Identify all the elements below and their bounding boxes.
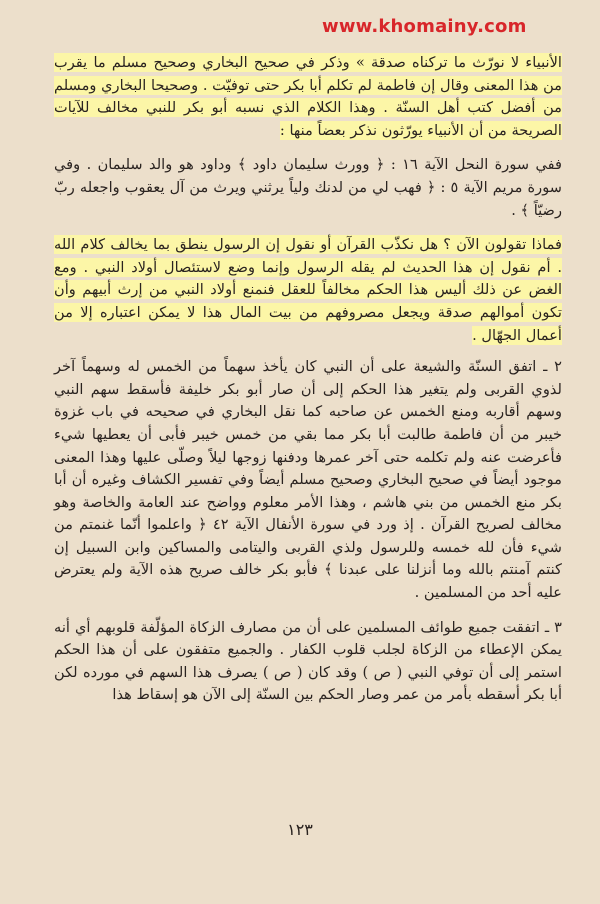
page-body [54,52,562,864]
paragraph-4-text: ٢ ـ اتفق السنّة والشيعة على أن النبي كان يأخذ سهماً من الخمس له وسهماً آخر لذوي القربى ولم يتغير هذا الحكم إلى أن صار أبو بكر خليفة فأسقط سهم النبي وسهم أقاربه ومنع الخمس عن صاحبه كما نقل البخاري في صحيحه في باب غزوة خيبر من أن فاطمة طالبت أبا بكر مما بقي من خمس خيبر فأبى أن يعطيها شيء فأعرضت عنه ولم تكلمه حتى آخر عمرها ودفنها زوجها ليلاً وصلّى عليها وهذا المعنى موجود أيضاً في صحيح البخاري وصحيح مسلم أيضاً وفي تفسير الكشاف وغيره أن أبا بكر منع الخمس من بني هاشم ، وهذا الأمر معلوم وواضح عند العامة والخاصة وهو مخالف لصريح القرآن . إذ ورد في سورة الأنفال الآية ٤٢ ﴿ واعلموا أنّما غنمتم من شيء فأن لله خمسه وللرسول ولذي القربى واليتامى والمساكين وابن السبيل إن كنتم آمنتم بالله وما أنزلنا على عبدنا ﴾ فأبو بكر خالف صريح هذه الآية ولم يعترض عليه أحد من المسلمين . [54,358,563,602]
paragraph-3 [54,234,562,347]
paragraph-3-text: فماذا تقولون الآن ؟ هل نكذّب القرآن أو نقول إن الرسول ينطق بما يخالف كلام الله . أم نقول إن هذا الحديث لم يقله الرسول وإنما وضع لاستئصال أولاد النبي . ومع الغض عن ذلك أليس هذا الحكم مخالفاً للعقل فنمنع أولاد النبي من إرث أبيهم وأن تكون أموالهم صدقة ويجعل مصروفهم من بيت المال هذا لا يمكن اعتباره إلا من أعمال الجهّال . [54,236,562,344]
paragraph-1-text: الأنبياء لا نورّث ما تركناه صدقة » وذكر في صحيح البخاري وصحيح مسلم ما يقرب من هذا المعنى وقال إن فاطمة لم تكلم أبا بكر حتى توفيّت . وصحيحا البخاري ومسلم من أفضل كتب أهل السنّة . وهذا الكلام الذي نسبه أبو بكر للنبي مخالف للآيات الصريحة من أن الأنبياء يورّثون نذكر بعضاً منها : [54,54,562,139]
paragraph-1 [54,52,562,142]
paragraph-4 [54,356,562,605]
paragraph-2-text: ففي سورة النحل الآية ١٦ : ﴿ وورث سليمان داود ﴾ وداود هو والد سليمان . وفي سورة مريم الآية ٥ : ﴿ فهب لي من لدنك ولياً يرثني ويرث من آل يعقوب واجعله ربّ رضيّاً ﴾ . [54,156,563,219]
website-watermark: www.khomainy.com [322,16,527,37]
page-number: ١٢٣ [287,820,313,839]
paragraph-5-text: ٣ ـ اتفقت جميع طوائف المسلمين على أن من مصارف الزكاة المؤلّفة قلوبهم أي أنه يمكن الإعطاء من الزكاة لجلب قلوب الكفار . والجميع متفقون على أن هذا الحكم استمر إلى أن توفي النبي ( ص ) وقد كان ( ص ) يصرف هذا السهم في مورده لكن أبا بكر أسقطه بأمر من عمر وصار الحكم بين السنّة إلى الآن هو إسقاط هذا [54,618,562,704]
paragraph-5 [54,617,562,707]
paragraph-2 [54,154,562,222]
